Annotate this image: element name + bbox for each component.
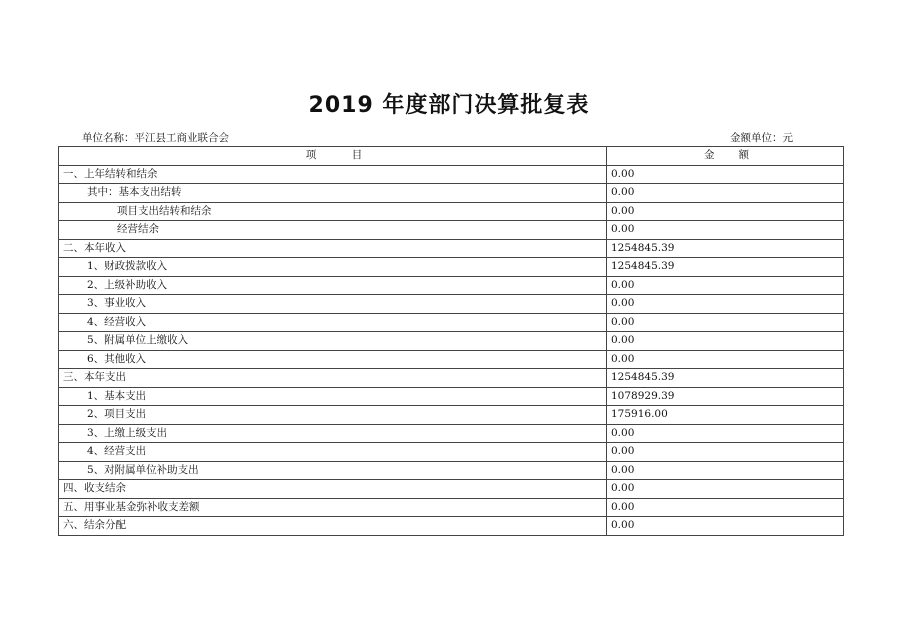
- table-row: [59, 480, 844, 499]
- row-amount: 1254845.39: [607, 239, 844, 258]
- row-amount: 1254845.39: [607, 369, 844, 388]
- row-item: 4、经营收入: [59, 313, 607, 332]
- row-amount: 0.00: [607, 202, 844, 221]
- row-item: 项目支出结转和结余: [59, 202, 607, 221]
- table-row: [59, 387, 844, 406]
- table-row: [59, 461, 844, 480]
- table-row: [59, 517, 844, 536]
- row-amount: 0.00: [607, 480, 844, 499]
- unit-name-label: 单位名称：平江县工商业联合会: [82, 132, 229, 144]
- row-item: 四、收支结余: [59, 480, 607, 499]
- row-item: 二、本年收入: [59, 239, 607, 258]
- row-item: 1、基本支出: [59, 387, 607, 406]
- row-amount: 0.00: [607, 461, 844, 480]
- row-item: 2、上级补助收入: [59, 276, 607, 295]
- table-row: [59, 406, 844, 425]
- table-row: [59, 258, 844, 277]
- row-amount: 175916.00: [607, 406, 844, 425]
- header-amount: 金 额: [607, 147, 844, 166]
- row-amount: 1254845.39: [607, 258, 844, 277]
- table-row: [59, 184, 844, 203]
- table-row: [59, 332, 844, 351]
- table-body: [59, 165, 844, 535]
- row-amount: 0.00: [607, 498, 844, 517]
- table-row: [59, 369, 844, 388]
- row-amount: 0.00: [607, 313, 844, 332]
- currency-unit-label: 金额单位：元: [730, 132, 793, 144]
- row-item: 五、用事业基金弥补收支差额: [59, 498, 607, 517]
- table-row: [59, 424, 844, 443]
- row-amount: 1078929.39: [607, 387, 844, 406]
- row-amount: 0.00: [607, 221, 844, 240]
- table-row: [59, 498, 844, 517]
- table-row: [59, 276, 844, 295]
- row-item: 1、财政拨款收入: [59, 258, 607, 277]
- table-row: [59, 443, 844, 462]
- table-row: [59, 350, 844, 369]
- row-item: 2、项目支出: [59, 406, 607, 425]
- row-item: 六、结余分配: [59, 517, 607, 536]
- row-item: 3、上缴上级支出: [59, 424, 607, 443]
- row-item: 5、对附属单位补助支出: [59, 461, 607, 480]
- table-row: [59, 202, 844, 221]
- table-header-row: [59, 147, 844, 166]
- row-item: 4、经营支出: [59, 443, 607, 462]
- row-item: 一、上年结转和结余: [59, 165, 607, 184]
- row-amount: 0.00: [607, 276, 844, 295]
- row-item: 其中：基本支出结转: [59, 184, 607, 203]
- row-amount: 0.00: [607, 443, 844, 462]
- page-title: 2019 年度部门决算批复表: [308, 93, 590, 118]
- table-row: [59, 165, 844, 184]
- table-row: [59, 239, 844, 258]
- row-amount: 0.00: [607, 424, 844, 443]
- header-item: 项 目: [59, 147, 607, 166]
- table-row: [59, 313, 844, 332]
- row-item: 经营结余: [59, 221, 607, 240]
- approval-table: [58, 146, 844, 536]
- row-amount: 0.00: [607, 517, 844, 536]
- row-item: 5、附属单位上缴收入: [59, 332, 607, 351]
- table-row: [59, 295, 844, 314]
- row-amount: 0.00: [607, 332, 844, 351]
- row-item: 6、其他收入: [59, 350, 607, 369]
- row-amount: 0.00: [607, 165, 844, 184]
- row-amount: 0.00: [607, 184, 844, 203]
- row-amount: 0.00: [607, 350, 844, 369]
- row-item: 3、事业收入: [59, 295, 607, 314]
- table-row: [59, 221, 844, 240]
- row-item: 三、本年支出: [59, 369, 607, 388]
- row-amount: 0.00: [607, 295, 844, 314]
